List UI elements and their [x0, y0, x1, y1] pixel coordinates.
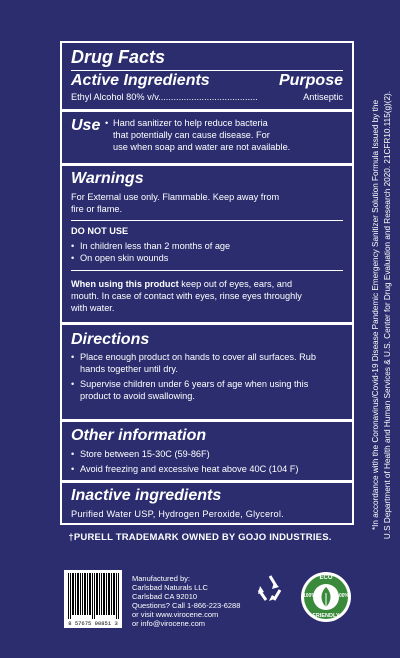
use-line: that potentially can cause disease. For	[113, 130, 270, 140]
directions-section: Directions • Place enough product on hands to cover all surfaces. Rub hands together until dry. • Supervise children under 6 years of age when using this product to avoid swallowing.	[62, 331, 352, 402]
barcode	[64, 570, 122, 628]
do-not-use-divider	[71, 270, 343, 271]
when-using-bold: When using this product	[71, 279, 179, 289]
eco-badge-left: 100%	[303, 593, 316, 599]
use-section	[62, 117, 352, 153]
use-line: use when soap and water are not available.	[113, 142, 291, 152]
manufacturer-line: or info@virocene.com	[132, 619, 206, 628]
active-ingredients-heading: Active Ingredients	[71, 72, 210, 89]
other-information-heading: Other information	[71, 427, 207, 444]
warnings-line: For External use only. Flammable. Keep away from	[71, 192, 280, 202]
section-divider	[62, 163, 352, 166]
when-using-rest: keep out of eyes, ears, and	[178, 279, 293, 289]
purpose-heading: Purpose	[278, 72, 343, 89]
active-ingredient-line: Ethyl Alcohol 80% v/v.......................................	[71, 92, 258, 102]
eco-badge-right: 100%	[336, 593, 349, 599]
section-divider	[62, 322, 352, 325]
recycle-icon	[254, 572, 286, 604]
section-divider	[62, 480, 352, 483]
title-divider	[71, 70, 343, 71]
other-information-item: Avoid freezing and excessive heat above 40C (104 F)	[80, 464, 299, 474]
trademark-notice: †PURELL TRADEMARK OWNED BY GOJO INDUSTRIES.	[68, 532, 332, 543]
drug-facts-panel	[60, 41, 354, 525]
warnings-divider	[71, 220, 343, 221]
other-information-section: Other information • Store between 15-30C (59-86F) • Avoid freezing and excessive heat above 40C (104 F)	[62, 427, 352, 475]
use-bullet: •	[105, 118, 109, 128]
inactive-ingredients-text: Purified Water USP, Hydrogen Peroxide, Glycerol.	[71, 509, 284, 519]
eco-friendly-badge	[300, 571, 352, 623]
drug-facts-title: Drug Facts	[71, 47, 166, 67]
other-information-item: Store between 15-30C (59-86F)	[80, 449, 210, 459]
directions-line: product to avoid swallowing.	[80, 391, 195, 401]
directions-line: Place enough product on hands to cover all surfaces. Rub	[80, 352, 316, 362]
manufacturer-line: Manufactured by:	[132, 574, 190, 583]
manufacturer-info	[132, 574, 240, 628]
manufacturer-line: Carlsbad CA 92010	[132, 592, 198, 601]
when-using-section	[62, 278, 352, 314]
do-not-use-item: On open skin wounds	[80, 253, 169, 263]
warnings-heading: Warnings	[71, 170, 144, 187]
drug-facts-title-section	[62, 47, 352, 67]
eco-badge-bottom: FRIENDLY	[312, 613, 340, 619]
inactive-ingredients-section	[62, 487, 352, 520]
directions-heading: Directions	[71, 331, 150, 348]
inactive-ingredients-heading: Inactive ingredients	[71, 487, 222, 504]
manufacturer-line: Questions? Call 1-866-223-6288	[132, 601, 241, 610]
eco-badge-top: ECO	[319, 575, 333, 581]
active-purpose: Antiseptic	[303, 92, 343, 102]
use-heading: Use	[71, 117, 101, 134]
barcode-digits: 8 57675 00851 3	[68, 620, 118, 627]
directions-line: hands together until dry.	[80, 364, 178, 374]
side-note-line: *In accordance with the Coronavirus/Covid-19 Disease Pandemic Emergency Sanitizer Solution Formula Issued by the	[371, 99, 380, 531]
use-line: Hand sanitizer to help reduce bacteria	[113, 118, 268, 128]
when-using-line: with water.	[71, 303, 115, 313]
directions-line: Supervise children under 6 years of age when using this	[80, 379, 309, 389]
active-ingredients-section	[62, 72, 352, 103]
when-using-line: mouth. In case of contact with eyes, rinse eyes throughly	[71, 291, 302, 301]
side-note-line: U.S Department of Health and Human Services & U.S. Center for Drug Evaluation and Research 2020. 21CFR10.115(g)(2).	[383, 90, 392, 540]
do-not-use-item: In children less than 2 months of age	[80, 241, 231, 251]
section-divider	[62, 109, 352, 112]
warnings-line: fire or flame.	[71, 204, 123, 214]
side-note	[370, 70, 394, 560]
manufacturer-line: Carlsbad Naturals LLC	[132, 583, 208, 592]
do-not-use-section: DO NOT USE • In children less than 2 months of age • On open skin wounds	[62, 226, 352, 264]
manufacturer-line: or visit www.virocene.com	[132, 610, 219, 619]
do-not-use-heading: DO NOT USE	[71, 226, 129, 236]
section-divider	[62, 419, 352, 422]
warnings-section	[62, 170, 352, 215]
